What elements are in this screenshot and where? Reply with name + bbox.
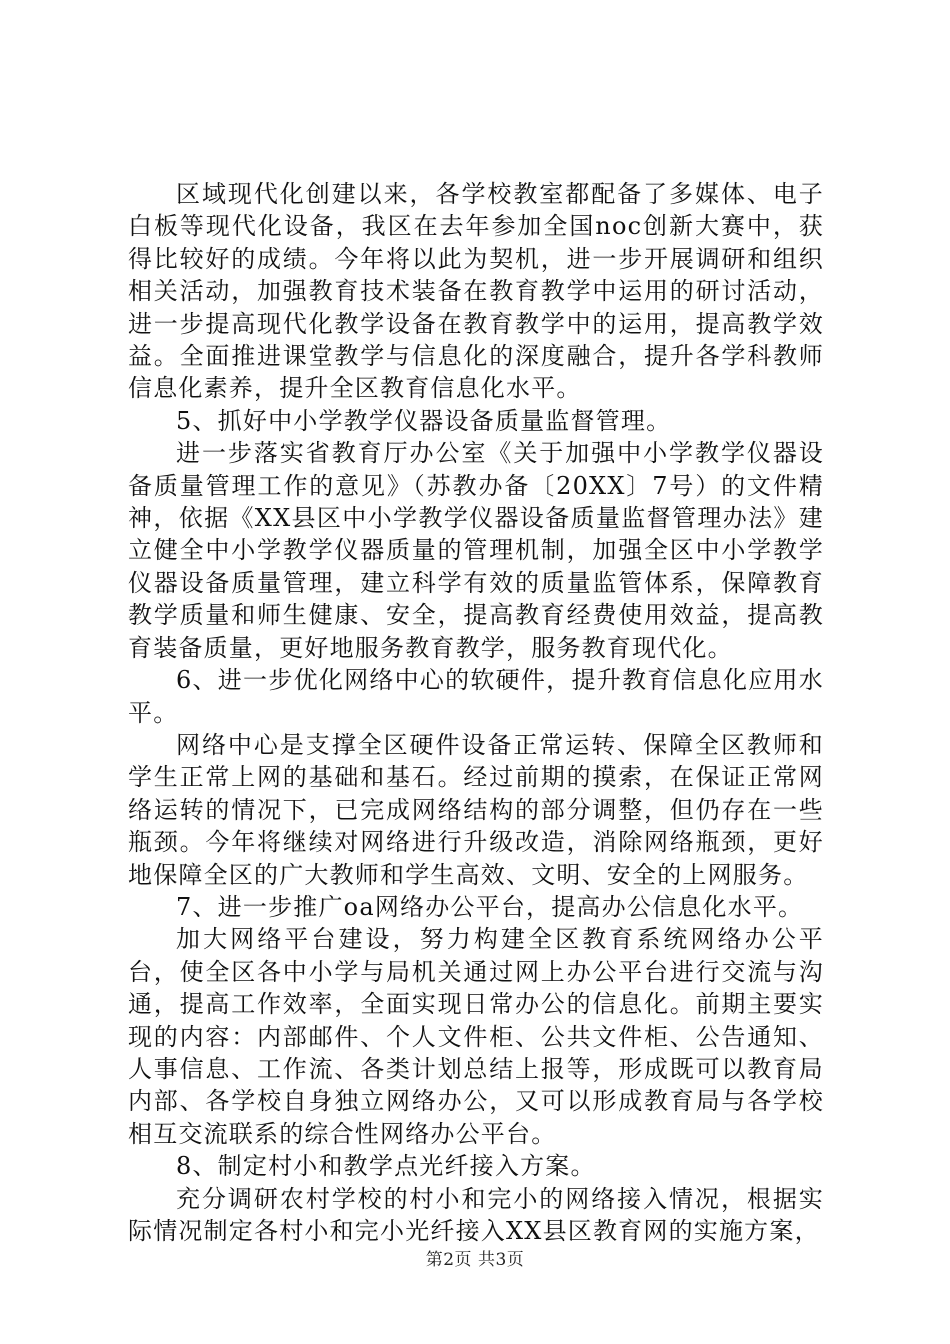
paragraph-section-5: 进一步落实省教育厅办公室《关于加强中小学教学仪器设备质量管理工作的意见》（苏教办备〔20XX〕7号）的文件精神，依据《XX县区中小学教学仪器设备质量监督管理办法》建立健全中小学教学仪器质量的管理机制，加强全区中小学教学仪器设备质量管理，建立科学有效的质量监管体系，保障教育教学质量和师生健康、安全，提高教育经费使用效益，提高教育装备质量，更好地服务教育教学，服务教育现代化。	[128, 439, 824, 662]
section-heading-6: 6、进一步优化网络中心的软硬件，提升教育信息化应用水平。	[128, 666, 824, 727]
document-body	[128, 178, 824, 1247]
paragraph-intro: 区域现代化创建以来，各学校教室都配备了多媒体、电子白板等现代化设备，我区在去年参加全国noc创新大赛中，获得比较好的成绩。今年将以此为契机，进一步开展调研和组织相关活动，加强教育技术装备在教育教学中运用的研讨活动，进一步提高现代化教学设备在教育教学中的运用，提高教学效益。全面推进课堂教学与信息化的深度融合，提升各学科教师信息化素养，提升全区教育信息化水平。	[128, 180, 824, 403]
paragraph-section-7: 加大网络平台建设，努力构建全区教育系统网络办公平台，使全区各中小学与局机关通过网上办公平台进行交流与沟通，提高工作效率，全面实现日常办公的信息化。前期主要实现的内容：内部邮件、个人文件柜、公共文件柜、公告通知、人事信息、工作流、各类计划总结上报等，形成既可以教育局内部、各学校自身独立网络办公，又可以形成教育局与各学校相互交流联系的综合性网络办公平台。	[128, 925, 824, 1148]
page-footer: 第2页 共3页	[425, 1250, 525, 1270]
paragraph-section-6: 网络中心是支撑全区硬件设备正常运转、保障全区教师和学生正常上网的基础和基石。经过前期的摸索，在保证正常网络运转的情况下，已完成网络结构的部分调整，但仍存在一些瓶颈。今年将继续对网络进行升级改造，消除网络瓶颈，更好地保障全区的广大教师和学生高效、文明、安全的上网服务。	[128, 730, 824, 889]
paragraph-section-8: 充分调研农村学校的村小和完小的网络接入情况，根据实际情况制定各村小和完小光纤接入XX县区教育网的实施方案，	[128, 1184, 824, 1245]
section-heading-5: 5、抓好中小学教学仪器设备质量监督管理。	[176, 406, 672, 435]
section-heading-7: 7、进一步推广oa网络办公平台，提高办公信息化水平。	[176, 892, 804, 921]
section-heading-8: 8、制定村小和教学点光纤接入方案。	[176, 1152, 596, 1181]
